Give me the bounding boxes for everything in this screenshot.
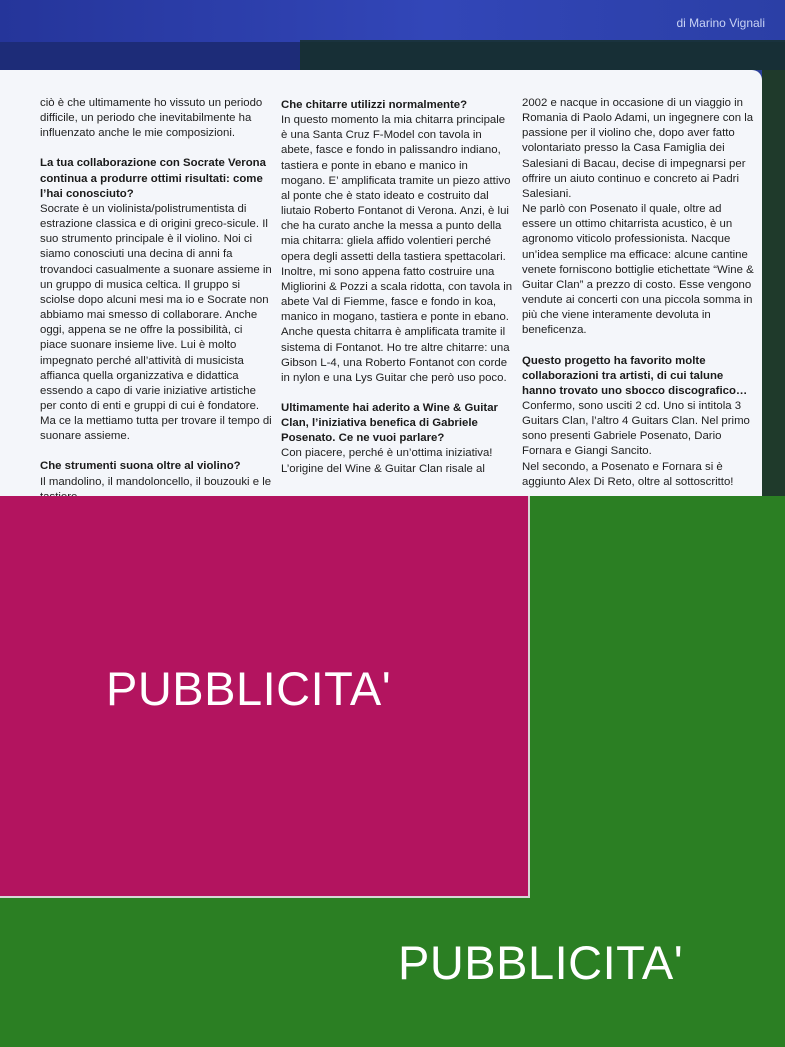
paragraph-gap — [281, 386, 513, 401]
interview-answer: Con piacere, perché è un’ottima iniziativa! L’origine del Wine & Guitar Clan risale al — [281, 447, 493, 475]
header-band-green — [300, 40, 785, 70]
right-edge-strip — [762, 70, 785, 496]
interview-answer: Il mandolino, il mandoloncello, il bouzouki e le — [40, 475, 272, 488]
paragraph-gap — [522, 339, 754, 354]
interview-answer: Confermo, sono usciti 2 cd. Uno si intitola 3 Guitars Clan, l’altro 4 Guitars Clan. Nel primo sono presenti Gabriele Posenato, Dario Fornara e Giangi Sancito. — [522, 399, 750, 458]
author-byline: di Marino Vignali — [676, 16, 765, 30]
article-column-1 — [40, 96, 272, 505]
ad-label-green: PUBBLICITA' — [398, 936, 684, 989]
interview-answer: Nel secondo, a Posenato e Fornara si è aggiunto Alex Di Reto, oltre al sottoscritto! — [522, 460, 734, 488]
ad-label-magenta: PUBBLICITA' — [106, 662, 392, 715]
paragraph-gap — [40, 141, 272, 156]
article-column-3 — [522, 96, 754, 490]
article-panel — [0, 70, 762, 496]
interview-question: Ultimamente hai aderito a Wine & Guitar Clan, l’iniziativa benefica di Gabriele Posenato. Ce ne vuoi parlare? — [281, 401, 498, 445]
interview-question: Che chitarre utilizzi normalmente? — [281, 99, 468, 111]
interview-answer: ciò è che ultimamente ho vissuto un periodo difficile, un periodo che inevitabilmente ha influenzato anche le mie composizioni. — [40, 97, 263, 140]
interview-question: Che strumenti suona oltre al violino? — [40, 460, 241, 473]
interview-question: Questo progetto ha favorito molte collaborazioni tra artisti, di cui talune hanno trovato uno sbocco discografico… — [522, 354, 748, 397]
interview-answer: Anche questa chitarra è amplificata tramite il sistema di Fontanot. Ho tre altre chitarre: una Gibson L-4, una Roberto Fontanot con corde in nylon e una Lys Guitar che però uso poco. — [281, 326, 510, 384]
article-column-2 — [281, 98, 513, 477]
interview-answer: In questo momento la mia chitarra principale è una Santa Cruz F-Model con tavola in abete, fasce e fondo in palissandro indiano, tastiera e ponte in ebano e manico in mogano. E’ amplificata tramite un piezo attivo al ponte che è stato ideato e costruito dal liutaio Roberto Fontanot di Verona. Anzi, è lui che ha curato anche la messa a punto della mia chitarra: gliela affido volentieri perché opera degli assetti della tastiera spettacolari. Inoltre, mi sono appena fatto costruire una Migliorini & Pozzi a scala ridotta, con tavola in abete Val di Fiemme, fasce e fondo in koa, manico in mogano, tastiera e ponte in ebano. — [281, 114, 513, 324]
interview-answer: Ne parlò con Posenato il quale, oltre ad essere un ottimo chitarrista acustico, è un agronomo viticolo professionista. Nacque un’idea semplice ma efficace: alcune cantine venete forniscono bottiglie etichettate “Wine & Guitar Clan” a prezzo di costo. Esse vengono vendute ai concerti con una piccola somma in più che viene interamente devoluta in beneficenza. — [522, 203, 754, 337]
paragraph-gap — [40, 444, 272, 459]
interview-answer: Socrate è un violinista/polistrumentista di estrazione classica e di origini greco-sicule. Il suo strumento principale è il violino. Noi ci siamo conosciuti una decina di anni fa trovandoci casualmente a suonare assieme in un gruppo di musica celtica. Il gruppo si sciolse dopo alcuni mesi ma io e Socrate non abbiamo mai smesso di collaborare. Anche oggi, appena se ne offre la possibilità, ci piace suonare insieme live. Lui è molto impegnato perché all’attività di musicista affianca quella organizzativa e didattica essendo a capo di varie iniziative artistiche per conto di enti e gruppi di cui è fondatore. Ma ce la mettiamo tutta per trovare il tempo di suonare assieme. — [40, 202, 272, 443]
interview-answer: 2002 e nacque in occasione di un viaggio in Romania di Paolo Adami, un ingegnere con la passione per il violino che, dopo aver fatto volontariato presso la Casa Famiglia dei Salesiani di Bacau, decise di impegnarsi per offrire un aiuto continuo e concreto ai Padri Salesiani. — [522, 97, 754, 200]
interview-question: La tua collaborazione con Socrate Verona continua a produrre ottimi risultati: come l’hai conosciuto? — [40, 157, 266, 200]
header-band — [0, 0, 785, 70]
